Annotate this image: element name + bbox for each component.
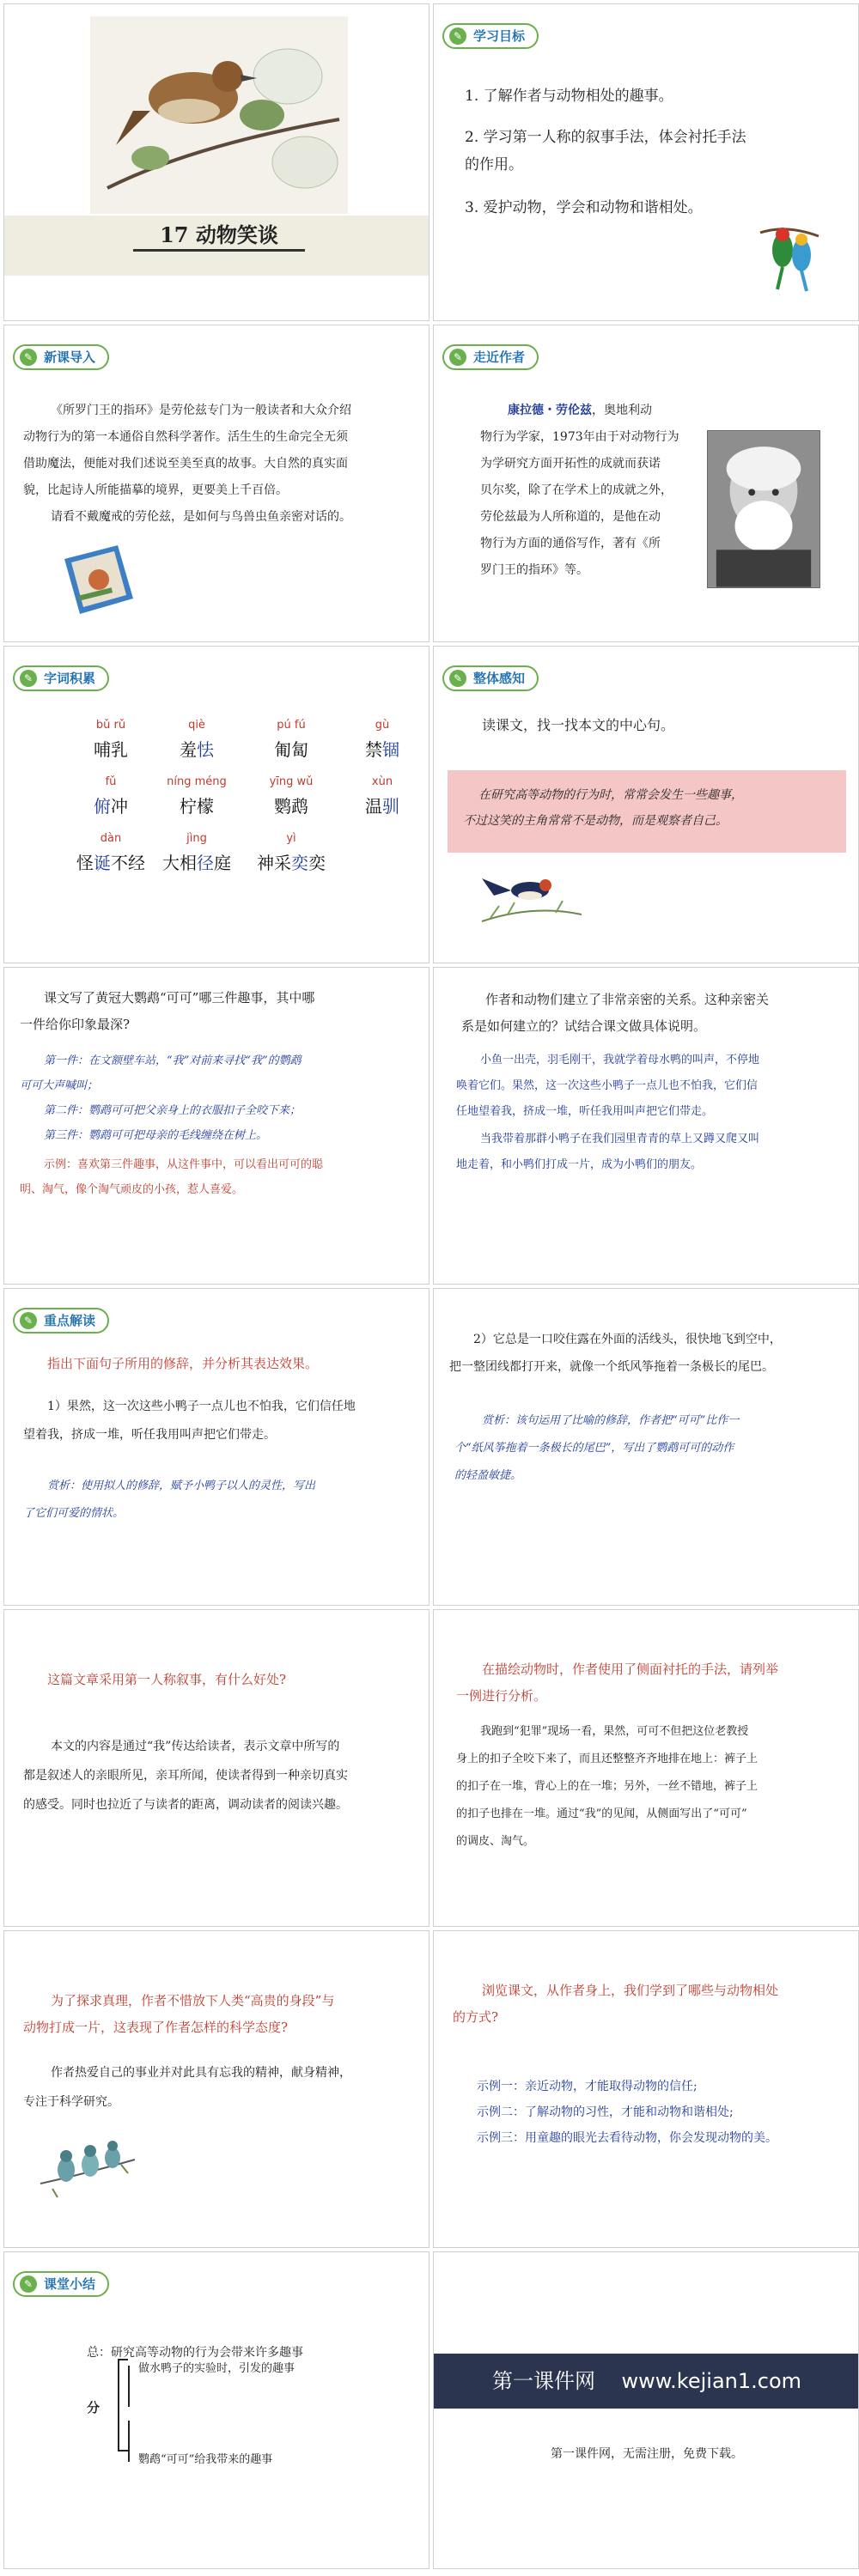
- vocab-pinyin: xùn: [371, 775, 393, 788]
- vocab-item: [240, 775, 343, 818]
- slide-overview[interactable]: [433, 646, 859, 963]
- vocab-item: [145, 719, 248, 762]
- analysis-line: 的轻盈敏捷。: [454, 1469, 522, 1482]
- swallow-image: [473, 861, 585, 930]
- vocab-pinyin: gù: [375, 719, 390, 732]
- slide-intro[interactable]: [3, 325, 430, 642]
- answer-line: 本文的内容是通过“我”传达给读者，表示文章中所写的: [51, 1740, 340, 1753]
- vocab-item: [145, 832, 248, 875]
- sentence-line: 把一整团线都打开来，就像一个纸风筝拖着一条极长的尾巴。: [449, 1360, 774, 1374]
- parrots-image: [752, 207, 824, 293]
- answer-line: 当我带着那群小鸭子在我们园里青青的草上又蹲又爬又叫: [480, 1133, 760, 1145]
- summary-bracket-bottom: [118, 2450, 128, 2451]
- goal-1: 1. 了解作者与动物相处的趣事。: [465, 88, 673, 105]
- question-line: 一例进行分析。: [456, 1688, 547, 1704]
- author-portrait: [707, 430, 820, 588]
- answer-line: 地走着，和小鸭们打成一片，成为小鸭们的朋友。: [456, 1158, 703, 1171]
- question-line: 的方式?: [453, 2009, 499, 2025]
- intro-line: 《所罗门王的指环》是劳伦兹专门为一般读者和大众介绍: [51, 404, 351, 417]
- site-brand: 第一课件网: [491, 2369, 595, 2393]
- vocab-word-part: 冲: [111, 796, 128, 817]
- vocab-word: [240, 736, 343, 762]
- question-line: 作者和动物们建立了非常亲密的关系。这种亲密关: [485, 992, 770, 1007]
- central-sentence-box: [448, 770, 846, 853]
- vocab-pinyin: fǔ: [105, 775, 117, 788]
- vocab-word: [145, 736, 248, 762]
- slide-rhetoric-2[interactable]: [433, 1288, 859, 1606]
- vocab-word: [240, 849, 343, 875]
- analysis-line: 了它们可爱的情状。: [23, 1507, 125, 1520]
- vocab-word: [331, 793, 430, 818]
- slide-contrast[interactable]: [433, 1609, 859, 1927]
- pencil-icon: ✎: [20, 349, 37, 366]
- vocab-word: [145, 849, 248, 875]
- section-tag: [442, 665, 539, 691]
- section-tag: [13, 665, 109, 691]
- site-note: 第一课件网，无需注册，免费下载。: [551, 2447, 743, 2461]
- question-line: 为了探求真理，作者不惜放下人类“高贵的身段”与: [51, 1993, 335, 2008]
- intro-line: 动物行为的第一本通俗自然科学著作。活生生的生命完全无须: [23, 430, 348, 444]
- vocab-word: [145, 793, 248, 818]
- vocab-item: [240, 832, 343, 875]
- answer-line: 的调皮、淘气。: [456, 1835, 535, 1848]
- goal-3: 3. 爱护动物，学会和动物和谐相处。: [465, 199, 703, 216]
- question-line: 在描绘动物时，作者使用了侧面衬托的手法，请列举: [482, 1662, 779, 1677]
- section-tag: [442, 344, 539, 370]
- vocab-word-highlight: 怯: [197, 739, 214, 760]
- vocab-word-highlight: 锢: [382, 739, 399, 760]
- vocab-word-highlight: 径: [197, 853, 214, 873]
- analysis-line: 赏析：使用拟人的修辞，赋予小鸭子以人的灵性，写出: [47, 1479, 316, 1492]
- answer-line: 的扣子也排在一堆。通过“我”的见闻，从侧面写出了“可可”: [456, 1807, 747, 1820]
- summary-sub-bracket: [128, 2366, 130, 2407]
- author-line: 物行为学家，1973年由于对动物行为: [480, 430, 679, 444]
- summary-total: 总：研究高等动物的行为会带来许多趣事: [87, 2346, 303, 2360]
- example-line: 示例：喜欢第三件趣事，从这件事中，可以看出可可的聪: [44, 1158, 324, 1171]
- author-line: 物行为方面的通俗写作，著有《所: [480, 537, 661, 550]
- bird-flower-painting: [90, 16, 348, 214]
- intro-line: 请看不戴魔戒的劳伦兹，是如何与鸟兽虫鱼亲密对话的。: [51, 510, 351, 524]
- example-item: 示例三：用童趣的眼光去看待动物，你会发现动物的美。: [477, 2131, 777, 2145]
- vocab-word-part: 柠檬: [180, 796, 214, 817]
- vocab-word-part: 不经: [111, 853, 145, 873]
- vocab-word-highlight: 驯: [382, 796, 399, 817]
- answer-line: 作者热爱自己的事业并对此具有忘我的精神，献身精神，: [51, 2066, 351, 2080]
- answer-line: 的扣子在一堆，背心上的在一堆；另外，一丝不错地，裤子上: [456, 1780, 758, 1793]
- author-name: 康拉德・劳伦兹: [508, 404, 592, 417]
- book-cover-image: [58, 542, 140, 619]
- section-tag: [13, 1308, 109, 1334]
- tag-label: 字词积累: [44, 671, 96, 686]
- pencil-icon: ✎: [20, 2275, 37, 2293]
- vocab-word-part: 羞: [180, 739, 197, 760]
- slide-title[interactable]: [3, 3, 430, 321]
- analysis-line: 赏析：该句运用了比喻的修辞，作者把“可可”比作一: [482, 1414, 740, 1427]
- central-sentence-line: 不过这笑的主角常常不是动物，而是观察者自己。: [463, 814, 728, 828]
- goal-2-cont: 的作用。: [465, 156, 523, 173]
- pencil-icon: ✎: [449, 349, 466, 366]
- author-line: 罗门王的指环》等。: [480, 563, 588, 577]
- central-sentence-line: 在研究高等动物的行为时，常常会发生一些趣事，: [478, 788, 743, 802]
- site-url[interactable]: www.kejian1.com: [621, 2369, 802, 2393]
- example-item: 示例二：了解动物的习性，才能和动物和谐相处;: [477, 2105, 734, 2119]
- slide-relationship[interactable]: [433, 967, 859, 1285]
- vocab-word-part: 大相: [162, 853, 197, 873]
- vocab-item: [145, 775, 248, 818]
- author-line: 贝尔奖，除了在学术上的成就之外，: [480, 483, 673, 497]
- vocab-pinyin: jìng: [186, 832, 207, 845]
- vocab-item: [331, 719, 430, 762]
- pencil-icon: ✎: [20, 1312, 37, 1329]
- intro-line: 貌，比起诗人所能描摹的境界，更要美上千百倍。: [23, 483, 288, 497]
- sentence-line: 1）果然，这一次这些小鸭子一点儿也不怕我，它们信任地: [47, 1400, 356, 1413]
- tag-label: 整体感知: [473, 671, 526, 686]
- pencil-icon: ✎: [20, 670, 37, 687]
- question-line: 课文写了黄冠大鹦鹉“可可”哪三件趣事，其中哪: [44, 990, 315, 1005]
- question-line: 系是如何建立的？试结合课文做具体说明。: [461, 1018, 707, 1034]
- vocab-word-part: 奕: [308, 853, 326, 873]
- event-line: 可可大声喊叫；: [20, 1079, 99, 1092]
- event-line: 第三件：鹦鹉可可把母亲的毛线缠绕在树上。: [44, 1129, 268, 1142]
- vocab-word-part: 鹦鹉: [274, 796, 308, 817]
- goal-2: 2. 学习第一人称的叙事手法，体会衬托手法: [465, 129, 746, 146]
- slide-author[interactable]: [433, 325, 859, 642]
- vocab-word-part: 哺乳: [94, 739, 128, 760]
- slide-summary[interactable]: [3, 2251, 430, 2569]
- slide-rhetoric-1[interactable]: [3, 1288, 430, 1606]
- summary-branch-2: 鹦鹉“可可”给我带来的趣事: [138, 2453, 273, 2466]
- slide-learning[interactable]: [433, 1930, 859, 2248]
- vocab-item: [240, 719, 343, 762]
- pencil-icon: ✎: [449, 670, 466, 687]
- summary-sub-bracket: [128, 2421, 130, 2462]
- vocab-word-highlight: 奕: [291, 853, 308, 873]
- question-line: 浏览课文，从作者身上，我们学到了哪些与动物相处: [482, 1983, 779, 1998]
- author-line-1: [508, 398, 652, 424]
- vocab-word-part: 庭: [214, 853, 231, 873]
- vocab-word-part: 神采: [257, 853, 291, 873]
- answer-line: 都是叙述人的亲眼所见，亲耳所闻，使读者得到一种亲切真实: [23, 1769, 348, 1783]
- vocab-word-part: 禁: [365, 739, 382, 760]
- tag-label: 学习目标: [473, 28, 526, 44]
- vocab-pinyin: qiè: [188, 719, 205, 732]
- vocab-pinyin: níng méng: [167, 775, 227, 788]
- site-banner[interactable]: [434, 2354, 859, 2409]
- event-line: 第一件：在文额壁车站，“我”对前来寻找“我”的鹦鹉: [44, 1054, 302, 1067]
- vocab-pinyin: pú fú: [277, 719, 306, 732]
- slide-vocab[interactable]: [3, 646, 430, 963]
- answer-line: 的感受。同时也拉近了与读者的距离，调动读者的阅读兴趣。: [23, 1798, 348, 1812]
- lesson-title: 17 动物笑谈: [133, 221, 305, 252]
- intro-line: 借助魔法，便能对我们述说至美至真的故事。大自然的真实面: [23, 457, 348, 471]
- vocab-pinyin: dàn: [100, 832, 122, 845]
- analysis-line: 个“纸风筝拖着一条极长的尾巴”，写出了鹦鹉可可的动作: [454, 1442, 734, 1455]
- tag-label: 走近作者: [473, 349, 526, 365]
- event-line: 第二件：鹦鹉可可把父亲身上的衣服扣子全咬下来；: [44, 1104, 302, 1117]
- answer-line: 我跑到“犯罪”现场一看，果然，可可不但把这位老教授: [480, 1725, 749, 1738]
- answer-line: 小鱼一出壳，羽毛刚干，我就学着母水鸭的叫声，不停地: [480, 1054, 760, 1066]
- slide-goals[interactable]: [433, 3, 859, 321]
- example-item: 示例一：亲近动物，才能取得动物的信任;: [477, 2080, 698, 2093]
- author-line: 为学研究方面开拓性的成就而获诺: [480, 457, 661, 471]
- vocab-word-highlight: 诞: [94, 853, 111, 873]
- vocab-word-part: 匍匐: [274, 739, 308, 760]
- author-line: 劳伦兹最为人所称道的，是他在动: [480, 510, 661, 524]
- slide-attitude[interactable]: [3, 1930, 430, 2248]
- rhetoric-question: 指出下面句子所用的修辞，并分析其表达效果。: [47, 1356, 319, 1371]
- section-tag: [442, 23, 539, 49]
- example-line: 明、淘气，像个淘气顽皮的小孩，惹人喜爱。: [20, 1183, 244, 1196]
- vocab-pinyin: yì: [286, 832, 296, 845]
- summary-branch-1: 做水鸭子的实验时，引发的趣事: [138, 2362, 295, 2375]
- question-line: 一件给你印象最深?: [20, 1017, 131, 1032]
- first-person-question: 这篇文章采用第一人称叙事，有什么好处?: [47, 1672, 287, 1687]
- summary-fen: 分: [87, 2400, 101, 2415]
- section-tag: [13, 344, 109, 370]
- summary-bracket: [118, 2359, 119, 2450]
- vocab-word-highlight: 俯: [94, 796, 111, 817]
- tag-label: 课堂小结: [44, 2276, 96, 2292]
- sentence-line: 望着我，挤成一堆，听任我用叫声把它们带走。: [23, 1428, 276, 1442]
- slide-footer[interactable]: [433, 2251, 859, 2569]
- answer-line: 专注于科学研究。: [23, 2095, 119, 2109]
- birds-on-branch-image: [35, 2134, 138, 2202]
- slide-first-person[interactable]: [3, 1609, 430, 1927]
- answer-line: 任地望着我，挤成一堆，听任我用叫声把它们带走。: [456, 1105, 714, 1118]
- summary-bracket-top: [118, 2359, 128, 2360]
- slide-parrot-events[interactable]: [3, 967, 430, 1285]
- answer-line: 唤着它们。果然，这一次这些小鸭子一点儿也不怕我，它们信: [456, 1079, 758, 1092]
- vocab-word-part: 温: [365, 796, 382, 817]
- author-intro: ，奥地利动: [592, 404, 652, 417]
- answer-line: 身上的扣子全咬下来了，而且还整整齐齐地排在地上：裤子上: [456, 1753, 758, 1765]
- tag-label: 重点解读: [44, 1313, 96, 1328]
- vocab-pinyin: yīng wǔ: [269, 775, 314, 788]
- vocab-word-part: 怪: [76, 853, 94, 873]
- section-tag: [13, 2271, 109, 2297]
- vocab-word: [240, 793, 343, 818]
- pencil-icon: ✎: [449, 27, 466, 45]
- vocab-word: [331, 736, 430, 762]
- question-line: 动物打成一片，这表现了作者怎样的科学态度?: [23, 2020, 289, 2035]
- overview-question: 读课文，找一找本文的中心句。: [482, 717, 675, 733]
- tag-label: 新课导入: [44, 349, 96, 365]
- vocab-pinyin: bǔ rǔ: [95, 719, 126, 732]
- sentence-line: 2）它总是一口咬住露在外面的活线头，很快地飞到空中，: [473, 1333, 782, 1346]
- vocab-item: [331, 775, 430, 818]
